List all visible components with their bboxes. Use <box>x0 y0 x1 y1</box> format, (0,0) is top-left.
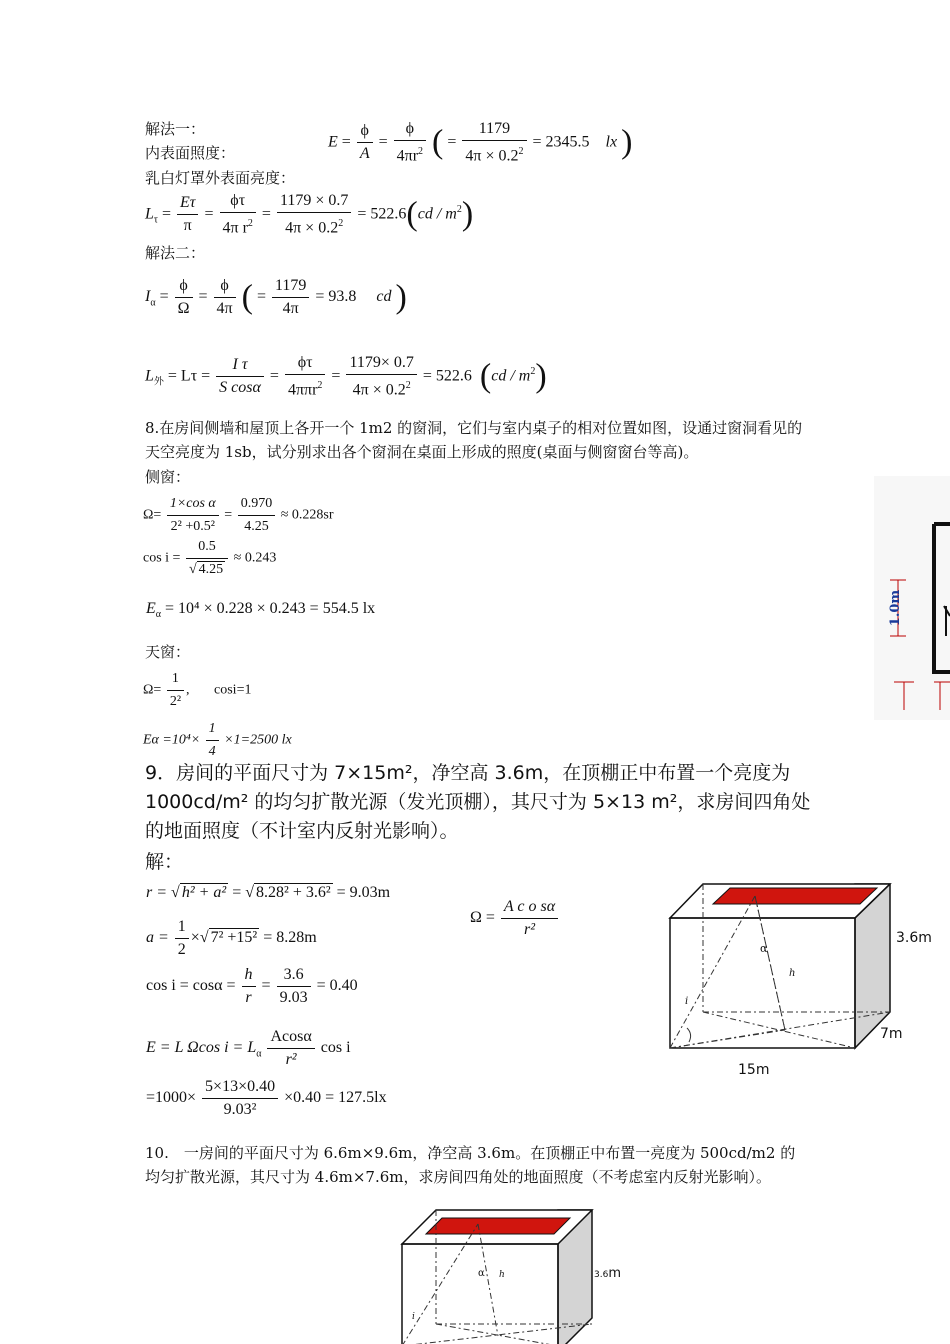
method2-label: 解法二： <box>145 244 206 262</box>
alpha-label: α <box>760 942 768 955</box>
equation-omega-sky: Ω= $\frac{1}{\text{2²}}$ , cosi=1 <box>143 668 251 713</box>
height-1m-label: 1.0m <box>888 589 903 627</box>
question-10-text: 10. 一房间的平面尺寸为 6.6m×9.6m，净空高 3.6m。在顶棚正中布置一亮度为 500cd/m2 的均匀扩散光源，其尺寸为 4.6m×7.6m，求房间四角处的地面照度（不考虑室内反射光影响）。 <box>145 1144 796 1186</box>
room-box-figure <box>665 872 945 1082</box>
i-label-2: i <box>412 1312 415 1322</box>
equation-e-calc: =1000× $\frac{5\times 13\times 0.40}{\text{9.03²}}$ ×0.40 = 127.5lx <box>146 1078 387 1118</box>
side-window-label: 侧窗： <box>145 468 191 486</box>
method1-label: 解法一： <box>145 120 206 138</box>
length-label: 15m <box>738 1062 770 1078</box>
equation-a: a = $\frac{1}{2}$ ×√ 7² +15² = 8.28m <box>146 918 317 958</box>
solution-label: 解： <box>145 851 184 873</box>
inner-illum-label: 内表面照度： <box>145 144 236 162</box>
height-label: 3.6m <box>896 930 932 946</box>
outer-lum-label: 乳白灯罩外表面亮度： <box>145 169 296 187</box>
room-box-svg-2 <box>398 1206 623 1344</box>
question-8-text: 8.在房间侧墙和屋顶上各开一个 1m2 的窗洞，它们与室内桌子的相对位置如图，设通过窗洞看见的天空亮度为 1sb，试分别求出各个窗洞在桌面上形成的照度(桌面与侧窗窗台等高)。 <box>145 419 803 461</box>
equation-i-alpha: $I_\alpha$ = $\frac{\phi}{\Omega}$ = $\frac{\phi}{4\pi}$ ( = $\frac{1179}{4\pi}$ = 93.8 cd ) <box>145 277 407 317</box>
room-box-svg <box>665 872 945 1082</box>
equation-e-side: $E_\alpha = 10^4 \times 0.228 \times 0.243 = 554.5$ lx <box>146 600 376 621</box>
h-label: h <box>789 968 796 979</box>
box-front-face <box>670 918 855 1048</box>
skylight-label: 天窗： <box>145 643 191 661</box>
equation-e: E = L Ωcos $i = L_\alpha$ $\frac{Acos\alpha}{\text{r²}}$ cos i <box>146 1028 351 1068</box>
h-label-2: h <box>499 1270 505 1280</box>
box2-front-face <box>402 1244 558 1344</box>
equation-cos-i-side: cos i = $\frac{0.5}{√ 4.25}$ ≈ 0.243 <box>143 536 276 581</box>
equation-l-outer: $L_外 = L\tau$ = $\frac{\text{I τ}}{\text{S cosα}}$ = $\frac{\phi\tau}{4\pi\pi r^2}$ = $\frac{1179\times 0.7}{4\pi \times 0.2^2}$ = 522.6 $(cd / m^2)$ <box>145 354 547 399</box>
light-source <box>713 888 877 904</box>
window-figure-crop <box>874 476 950 720</box>
light-source-2 <box>426 1218 570 1234</box>
equation-e-sky: Eα =10⁴× $\frac{1}{4}$ ×1=2500 lx <box>143 718 292 763</box>
equation-e-illuminance: E = $\frac{\phi}{A}$ = $\frac{\phi}{4\pi r^2}$ ( = $\frac{1179}{4\pi \times 0.2^2}$ = 2345.5 lx ) <box>328 120 633 165</box>
equation-r: r = √ h² + a² = √ 8.28² + 3.6² = 9.03m <box>146 884 391 901</box>
equation-omega-side: Ω= $\frac{\text{1×cos α}}{\text{2² +0.5²}}$ = $\frac{0.970}{4.25}$ ≈ 0.228sr <box>143 493 333 538</box>
question-9-text: 9．房间的平面尺寸为 7×15m²，净空高 3.6m，在顶棚正中布置一个亮度为 1000cd/m² 的均匀扩散光源（发光顶棚），其尺寸为 5×13 m²，求房间四角处的地面照度（不计室内反射光影响）。 <box>145 762 811 842</box>
i-label: i <box>685 996 689 1007</box>
alpha-label-2: α <box>478 1268 485 1279</box>
equation-cos-i: cos i = cosα = $\frac{h}{r}$ = $\frac{3.6}{9.03}$ = 0.40 <box>146 966 358 1006</box>
height-label-2: 3.6m <box>594 1266 621 1281</box>
width-label: 7m <box>880 1026 903 1042</box>
equation-omega: Ω = $\frac{\text{A c o sα}}{\text{r²}}$ <box>470 896 560 941</box>
room-box-figure-2 <box>398 1206 623 1344</box>
equation-l-tau: $L_\tau$ = $\frac{E\tau}{\pi}$ = $\frac{\phi\tau}{4\pi r^2}$ = $\frac{1179 \times 0.7}{4\pi \times 0.2^2}$ = $522.6(cd / m^2)$ <box>145 192 474 237</box>
